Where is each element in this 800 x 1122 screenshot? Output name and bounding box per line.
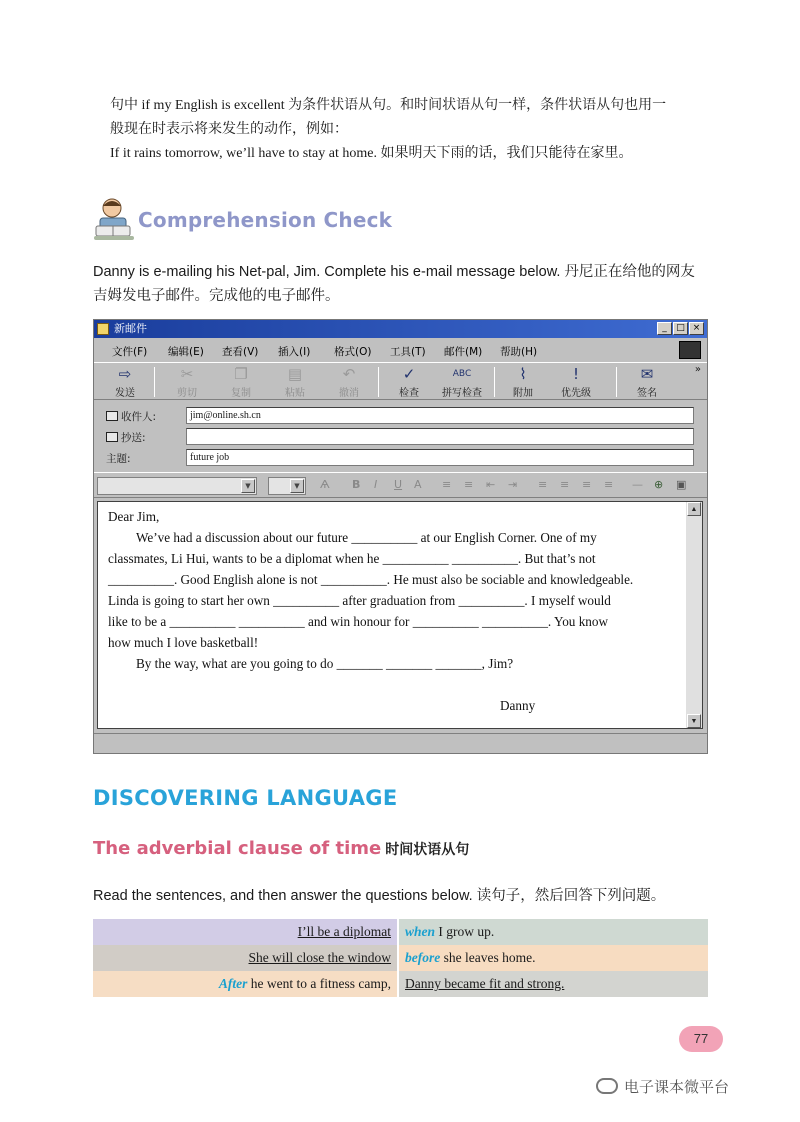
- check-names-icon: ✓: [402, 365, 416, 383]
- conjunction: when: [405, 924, 436, 939]
- attach-icon: ⌇: [519, 365, 527, 383]
- main-clause: Danny became fit and strong.: [405, 976, 565, 991]
- signature-label: 签名: [637, 388, 657, 399]
- menu-mail[interactable]: 邮件(M): [444, 346, 483, 358]
- status-bar: [94, 733, 707, 753]
- subject-input[interactable]: future job: [186, 449, 694, 466]
- insert-picture-icon[interactable]: ▣: [676, 478, 687, 491]
- cc-label: [106, 430, 146, 445]
- paste-icon: ▤: [287, 365, 303, 383]
- font-size-select[interactable]: [268, 477, 306, 495]
- horizontal-line-icon[interactable]: —: [632, 478, 643, 491]
- menu-bar: [94, 340, 707, 360]
- vertical-scrollbar[interactable]: [686, 502, 702, 728]
- time-clause-cell: [398, 945, 708, 971]
- undo-icon: ↶: [342, 365, 356, 383]
- intro-paragraph: [110, 94, 710, 166]
- time-clause: I grow up.: [435, 924, 495, 939]
- font-select[interactable]: [97, 477, 257, 495]
- toolbar-separator: [154, 367, 155, 397]
- chevron-down-icon: ▼: [290, 479, 304, 493]
- main-clause-cell: [398, 971, 708, 997]
- font-color-icon[interactable]: A: [414, 478, 422, 491]
- bullet-list-icon[interactable]: ≡: [464, 478, 474, 491]
- align-right-icon[interactable]: ≡: [582, 478, 592, 491]
- spell-check-button[interactable]: [434, 365, 490, 399]
- minimize-button[interactable]: _: [657, 322, 672, 335]
- mail-app-icon: [97, 323, 109, 335]
- cc-row: [94, 427, 707, 447]
- cut-button[interactable]: [164, 365, 210, 399]
- page-number: 77: [679, 1026, 723, 1052]
- format-toolbar: [94, 472, 707, 498]
- watermark-text: 电子课本微平台: [624, 1078, 730, 1096]
- copy-label: 复制: [231, 388, 251, 399]
- decrease-indent-icon[interactable]: ⇤: [486, 478, 496, 491]
- scroll-down-icon[interactable]: ▼: [687, 714, 701, 728]
- comprehension-instruction: Danny is e-mailing his Net-pal, Jim. Complete his e-mail message below. 丹尼正在给他的网友吉姆发电子邮件。完成他的电子邮件。: [93, 264, 695, 304]
- menu-view[interactable]: 查看(V): [222, 346, 259, 358]
- letter-line: By the way, what are you going to do _______ _______ _______, Jim?: [136, 656, 514, 671]
- to-input[interactable]: jim@online.sh.cn: [186, 407, 694, 424]
- address-book-icon: [106, 432, 118, 442]
- spell-check-icon: ABC: [452, 369, 472, 379]
- main-clause: I’ll be a diplomat: [297, 924, 391, 939]
- menu-insert[interactable]: 插入(I): [278, 346, 311, 358]
- message-body[interactable]: [97, 501, 703, 729]
- signature-icon: ✉: [640, 365, 654, 383]
- letter-line: classmates, Li Hui, wants to be a diplomat when he __________ __________. But that’s not: [108, 551, 596, 566]
- email-compose-window: [93, 319, 708, 754]
- scroll-up-icon[interactable]: ▲: [687, 502, 701, 516]
- intro-line-3: If it rains tomorrow, we’ll have to stay at home. 如果明天下雨的话，我们只能待在家里。: [110, 146, 633, 161]
- increase-indent-icon[interactable]: ⇥: [508, 478, 518, 491]
- menu-edit[interactable]: 编辑(E): [168, 346, 204, 358]
- cc-label-text: 抄送:: [121, 432, 146, 444]
- more-tools-chevron-icon[interactable]: »: [694, 364, 701, 375]
- priority-icon: !: [572, 365, 579, 383]
- cut-icon: ✂: [180, 365, 194, 383]
- menu-format[interactable]: 格式(O): [334, 346, 372, 358]
- table-row: [93, 971, 708, 997]
- watermark: [596, 1076, 729, 1097]
- main-clause: She will close the window: [248, 950, 391, 965]
- main-clause-cell: [93, 945, 398, 971]
- subject-label: 主题:: [106, 453, 131, 465]
- numbered-list-icon[interactable]: ≡: [442, 478, 452, 491]
- chevron-down-icon: ▼: [241, 479, 255, 493]
- paragraph-style-icon[interactable]: Ѧ: [320, 478, 330, 491]
- check-names-label: 检查: [399, 388, 419, 399]
- signature-button[interactable]: [624, 365, 670, 399]
- window-titlebar[interactable]: [94, 320, 707, 338]
- conjunction: After: [218, 976, 248, 991]
- time-clause: he went to a fitness camp,: [247, 976, 391, 991]
- toolbar-separator: [494, 367, 495, 397]
- paste-button[interactable]: [272, 365, 318, 399]
- paste-label: 粘贴: [285, 388, 305, 399]
- conjunction: before: [405, 950, 441, 965]
- time-clause-cell: [93, 971, 398, 997]
- priority-button[interactable]: [550, 365, 602, 399]
- close-button[interactable]: ×: [689, 322, 704, 335]
- example-sentences-table: [93, 919, 708, 997]
- italic-icon[interactable]: I: [374, 478, 378, 491]
- to-label-text: 收件人:: [121, 411, 157, 423]
- main-toolbar: [94, 362, 707, 400]
- underline-icon[interactable]: U: [394, 478, 403, 491]
- align-center-icon[interactable]: ≡: [560, 478, 570, 491]
- letter-text: [108, 506, 680, 713]
- priority-label: 优先级: [561, 388, 591, 399]
- send-label: 发送: [115, 388, 135, 399]
- maximize-button[interactable]: □: [673, 322, 688, 335]
- check-names-button[interactable]: [386, 365, 432, 399]
- copy-button[interactable]: [218, 365, 264, 399]
- menu-help[interactable]: 帮助(H): [500, 346, 538, 358]
- intro-line-1: 句中 if my English is excellent 为条件状语从句。和时间状语从句一样，条件状语从句也用一: [110, 98, 667, 113]
- wechat-icon: [596, 1078, 618, 1094]
- subject-row: [94, 448, 707, 468]
- read-instruction: Read the sentences, and then answer the questions below. 读句子，然后回答下列问题。: [93, 888, 666, 904]
- adverbial-clause-heading: [93, 838, 469, 859]
- address-book-icon: [106, 411, 118, 421]
- justify-icon[interactable]: ≡: [604, 478, 614, 491]
- align-left-icon[interactable]: ≡: [538, 478, 548, 491]
- main-clause-cell: [93, 919, 398, 945]
- letter-line: like to be a __________ __________ and win honour for __________ __________. You know: [108, 614, 609, 629]
- time-clause-cell: [398, 919, 708, 945]
- table-row: [93, 919, 708, 945]
- menu-tools[interactable]: 工具(T): [390, 346, 426, 358]
- table-row: [93, 945, 708, 971]
- toolbar-separator: [616, 367, 617, 397]
- comprehension-check-heading: Comprehension Check: [138, 208, 393, 232]
- intro-line-2: 般现在时表示将来发生的动作，例如：: [110, 122, 348, 137]
- toolbar-separator: [378, 367, 379, 397]
- attach-button[interactable]: [500, 365, 546, 399]
- reading-boy-illustration: [92, 196, 136, 242]
- time-clause: she leaves home.: [440, 950, 536, 965]
- adverbial-clause-title-zh: 时间状语从句: [385, 842, 470, 858]
- insert-hyperlink-icon[interactable]: ⊕: [654, 478, 664, 491]
- window-title: 新邮件: [114, 322, 147, 335]
- letter-greeting: Dear Jim,: [108, 509, 160, 524]
- undo-button[interactable]: [326, 365, 372, 399]
- to-label: [106, 409, 156, 424]
- bold-icon[interactable]: B: [352, 478, 361, 491]
- windows-logo-icon: [679, 341, 701, 359]
- cc-input[interactable]: [186, 428, 694, 445]
- letter-signature: Danny: [500, 698, 536, 713]
- menu-file[interactable]: 文件(F): [112, 346, 148, 358]
- send-icon: ⇨: [118, 365, 132, 383]
- copy-icon: ❐: [234, 365, 248, 383]
- cut-label: 剪切: [177, 388, 197, 399]
- spell-check-label: 拼写检查: [442, 388, 482, 399]
- to-row: [94, 406, 707, 426]
- letter-line: how much I love basketball!: [108, 635, 259, 650]
- attach-label: 附加: [513, 388, 533, 399]
- letter-line: __________. Good English alone is not __________. He must also be sociable and knowledgeable.: [108, 572, 634, 587]
- letter-line: Linda is going to start her own __________ after graduation from __________. I myself would: [108, 593, 611, 608]
- discovering-language-heading: DISCOVERING LANGUAGE: [93, 786, 398, 810]
- letter-line: We’ve had a discussion about our future __________ at our English Corner. One of my: [136, 530, 597, 545]
- undo-label: 撤消: [339, 388, 359, 399]
- adverbial-clause-title: The adverbial clause of time: [93, 838, 382, 859]
- send-button[interactable]: [102, 365, 148, 399]
